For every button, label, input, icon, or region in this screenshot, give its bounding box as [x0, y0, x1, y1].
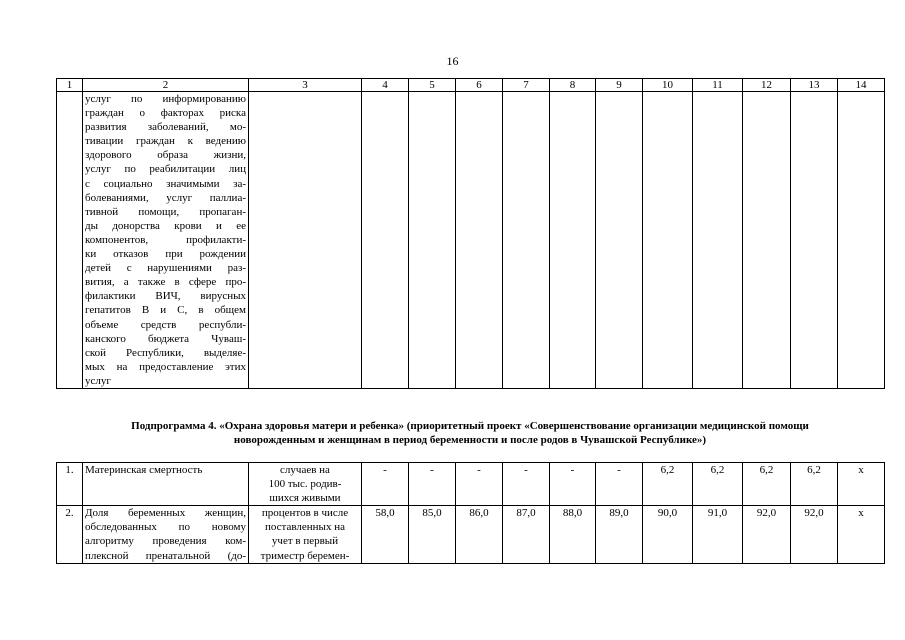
text-line: мых на предоставление этих — [85, 360, 246, 373]
value-cell: - — [362, 463, 409, 506]
cell-value — [838, 92, 885, 389]
text-line: детей с нарушениями раз- — [85, 262, 246, 275]
text-line: канского бюджета Чуваш- — [85, 332, 246, 345]
table-row — [57, 463, 885, 506]
text-line: с социально значимыми за- — [85, 177, 246, 190]
row-number: 1. — [57, 463, 83, 506]
text-line: поставленных на — [265, 521, 345, 534]
value-cell: 6,2 — [693, 463, 743, 506]
text-line: случаев на — [280, 464, 330, 476]
table-row-continued — [57, 92, 885, 389]
text-line: 100 тыс. родив- — [268, 478, 342, 491]
value-cell: 85,0 — [409, 506, 456, 563]
column-header-4: 4 — [362, 79, 409, 92]
column-header-8: 8 — [550, 79, 596, 92]
text-line: тивации граждан к ведению — [85, 135, 246, 148]
column-header-1: 1 — [57, 79, 83, 92]
text-line: триместр беремен- — [260, 549, 350, 562]
page-number: 16 — [446, 54, 459, 68]
text-line: алгоритму проведения ком- — [85, 535, 246, 548]
value-cell: х — [838, 506, 885, 563]
indicators-table-subprogram-4 — [56, 462, 885, 564]
unit-of-measure — [249, 506, 362, 563]
indicator-name — [83, 463, 249, 506]
value-cell: 91,0 — [693, 506, 743, 563]
text-line: услуг по информированию — [85, 93, 246, 105]
value-cell: - — [596, 463, 643, 506]
cell-value — [596, 92, 643, 389]
text-line: Доля беременных женщин, — [85, 507, 246, 520]
text-line: развития заболеваний, мо- — [85, 121, 246, 134]
text-line: услуг — [85, 374, 111, 387]
cell-value — [409, 92, 456, 389]
text-line: ской Республики, выделяе- — [85, 346, 246, 359]
column-header-13: 13 — [791, 79, 838, 92]
text-line: учет в первый — [271, 535, 339, 548]
text-line: тивной помощи, пропаган- — [85, 205, 246, 218]
value-cell: 92,0 — [791, 506, 838, 563]
value-cell: 88,0 — [550, 506, 596, 563]
text-line: процентов в числе — [261, 507, 349, 520]
subprogram-heading-line2: новорожденным и женщинам в период беременности и после родов в Чувашской Республике») — [233, 433, 707, 446]
text-line: ды донорства крови и ее — [85, 219, 246, 232]
value-cell: 86,0 — [456, 506, 503, 563]
value-cell: 6,2 — [643, 463, 693, 506]
column-header-5: 5 — [409, 79, 456, 92]
continued-indicator-text — [83, 92, 249, 389]
text-line: плексной пренатальной (до- — [85, 549, 246, 562]
column-header-9: 9 — [596, 79, 643, 92]
value-cell: 87,0 — [503, 506, 550, 563]
cell-value — [456, 92, 503, 389]
value-cell: - — [550, 463, 596, 506]
row-number: 2. — [57, 506, 83, 563]
value-cell: 92,0 — [743, 506, 791, 563]
column-header-14: 14 — [838, 79, 885, 92]
column-header-10: 10 — [643, 79, 693, 92]
column-number-header-row — [57, 79, 885, 92]
text-line: услуг по реабилитации лиц — [85, 163, 246, 176]
text-line: объеме средств республи- — [85, 318, 246, 331]
cell-value — [693, 92, 743, 389]
text-line: шихся живыми — [269, 492, 341, 505]
text-line: граждан о факторах риска — [85, 107, 246, 120]
cell-value — [743, 92, 791, 389]
value-cell: - — [409, 463, 456, 506]
indicator-name — [83, 506, 249, 563]
value-cell: 6,2 — [743, 463, 791, 506]
subprogram-heading-line1: Подпрограмма 4. «Охрана здоровья матери и ребенка» (приоритетный проект «Совершенствование организации медицинской помощи — [131, 420, 809, 432]
text-line: гепатитов В и С, в общем — [85, 304, 246, 317]
value-cell: - — [503, 463, 550, 506]
text-line: филактики ВИЧ, вирусных — [85, 290, 246, 303]
text-line: ки отказов при рождении — [85, 248, 246, 261]
indicators-table-continued — [56, 78, 885, 389]
cell-value — [791, 92, 838, 389]
text-line: компонентов, профилакти- — [85, 233, 246, 246]
column-header-3: 3 — [249, 79, 362, 92]
value-cell: 89,0 — [596, 506, 643, 563]
cell-value — [643, 92, 693, 389]
text-line: здорового образа жизни, — [85, 149, 246, 162]
value-cell: 58,0 — [362, 506, 409, 563]
table-row — [57, 506, 885, 563]
value-cell: х — [838, 463, 885, 506]
column-header-6: 6 — [456, 79, 503, 92]
column-header-11: 11 — [693, 79, 743, 92]
subprogram-heading — [56, 420, 884, 447]
column-header-7: 7 — [503, 79, 550, 92]
unit-of-measure — [249, 463, 362, 506]
cell-num — [57, 92, 83, 389]
column-header-2: 2 — [83, 79, 249, 92]
cell-value — [503, 92, 550, 389]
column-header-12: 12 — [743, 79, 791, 92]
text-line: вития, а также в сфере про- — [85, 276, 246, 289]
value-cell: 6,2 — [791, 463, 838, 506]
value-cell: 90,0 — [643, 506, 693, 563]
text-line: болеваниями, услуг паллиа- — [85, 191, 246, 204]
cell-value — [362, 92, 409, 389]
text-line: обследованных по новому — [85, 521, 246, 534]
value-cell: - — [456, 463, 503, 506]
cell-value — [550, 92, 596, 389]
text-line: Материнская смертность — [85, 464, 203, 476]
cell-unit — [249, 92, 362, 389]
